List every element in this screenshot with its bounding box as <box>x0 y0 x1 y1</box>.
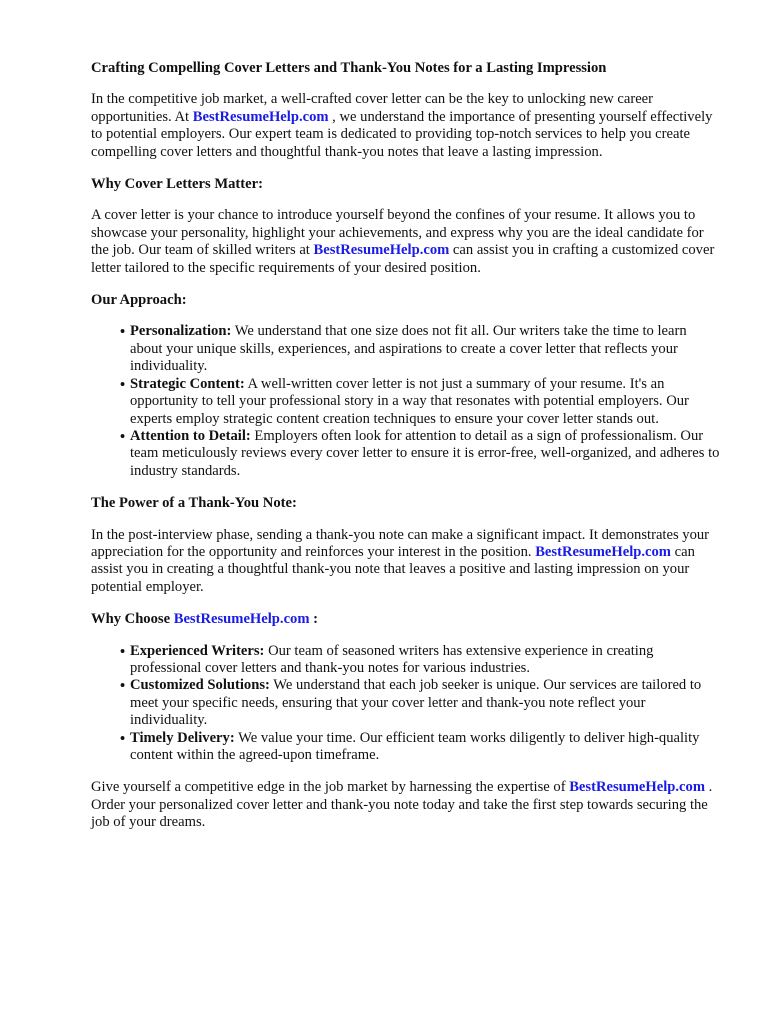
bullet-icon: • <box>120 730 126 747</box>
list-item-label: Timely Delivery: <box>130 729 235 746</box>
brand-link[interactable]: BestResumeHelp.com <box>313 242 450 259</box>
why-choose-list <box>91 643 720 765</box>
list-item <box>120 677 720 729</box>
list-item <box>120 642 720 678</box>
list-item-label: Experienced Writers: <box>130 642 265 659</box>
list-item <box>120 375 720 428</box>
thank-you-text-after: can assist you in creating a thoughtful thank-you note that leaves a positive and lasting impression on your potential employer. <box>91 543 695 595</box>
list-item <box>120 427 720 480</box>
approach-list <box>91 323 720 480</box>
closing-text-before: Give yourself a competitive edge in the job market by harnessing the expertise of <box>91 779 570 796</box>
closing-text-after: . Order your personalized cover letter and thank-you note today and take the first step towards securing the job of your dreams. <box>91 779 713 831</box>
why-choose-heading-before: Why Choose <box>91 611 174 628</box>
list-item-label: Strategic Content: <box>130 375 245 392</box>
list-item-label: Personalization: <box>130 323 232 340</box>
closing-paragraph <box>91 779 720 831</box>
list-item <box>120 323 720 375</box>
list-item-text: We understand that each job seeker is unique. Our services are tailored to meet your specific needs, ensuring that your cover letter and thank-you note reflect your individuality. <box>130 677 702 729</box>
thank-you-paragraph <box>91 527 720 597</box>
list-item-text: We value your time. Our efficient team works diligently to deliver high-quality content within the agreed-upon timeframe. <box>130 729 700 763</box>
brand-link[interactable]: BestResumeHelp.com <box>535 543 671 560</box>
list-item-label: Customized Solutions: <box>130 677 270 694</box>
bullet-icon: • <box>120 376 126 393</box>
intro-paragraph <box>91 91 720 161</box>
why-cover-paragraph <box>91 207 720 277</box>
why-choose-heading <box>91 611 720 628</box>
thank-you-text-before: In the post-interview phase, sending a thank-you note can make a significant impact. It demonstrates your appreciation for the opportunity and reinforces your interest in the position. <box>91 526 710 560</box>
brand-link[interactable]: BestResumeHelp.com <box>569 779 705 796</box>
why-cover-heading: Why Cover Letters Matter: <box>91 176 263 193</box>
why-cover-text-after: can assist you in crafting a customized cover letter tailored to the specific requirements of your desired position. <box>91 242 715 276</box>
brand-link[interactable]: BestResumeHelp.com <box>173 611 310 628</box>
list-item <box>120 729 720 765</box>
why-cover-text-before: A cover letter is your chance to introduce yourself beyond the confines of your resume. It allows you to showcase your personality, highlight your achievements, and express why you are the ideal candidate for the job. Our team of skilled writers at <box>91 207 704 259</box>
bullet-icon: • <box>120 324 126 341</box>
approach-heading: Our Approach: <box>91 292 187 309</box>
bullet-icon: • <box>120 428 126 445</box>
list-item-text: Employers often look for attention to detail as a sign of professionalism. Our team meticulously reviews every cover letter to ensure it is error-free, well-organized, and adheres to industry standards. <box>130 427 720 479</box>
bullet-icon: • <box>120 643 126 660</box>
bullet-icon: • <box>120 678 126 695</box>
why-choose-heading-after: : <box>309 611 319 628</box>
intro-text-after: , we understand the importance of presenting yourself effectively to potential employers. Our expert team is dedicated to providing top-notch services to help you create compelling cover letters and thoughtful thank-you notes that leave a lasting impression. <box>91 108 713 160</box>
list-item-label: Attention to Detail: <box>130 427 251 444</box>
document-title: Crafting Compelling Cover Letters and Thank-You Notes for a Lasting Impression <box>91 60 607 76</box>
brand-link[interactable]: BestResumeHelp.com <box>192 108 329 125</box>
list-item-text: We understand that one size does not fit all. Our writers take the time to learn about your unique skills, experiences, and aspirations to create a cover letter that reflects your individuality. <box>130 323 687 375</box>
list-item-text: Our team of seasoned writers has extensive experience in creating professional cover letters and thank-you notes for various industries. <box>130 642 654 676</box>
list-item-text: A well-written cover letter is not just a summary of your resume. It's an opportunity to tell your professional story in a way that resonates with potential employers. Our experts employ strategic content creation techniques to ensure your cover letter stands out. <box>130 375 689 427</box>
thank-you-heading: The Power of a Thank-You Note: <box>91 495 297 512</box>
intro-text-before: In the competitive job market, a well-crafted cover letter can be the key to unlocking new career opportunities. At <box>91 91 654 125</box>
